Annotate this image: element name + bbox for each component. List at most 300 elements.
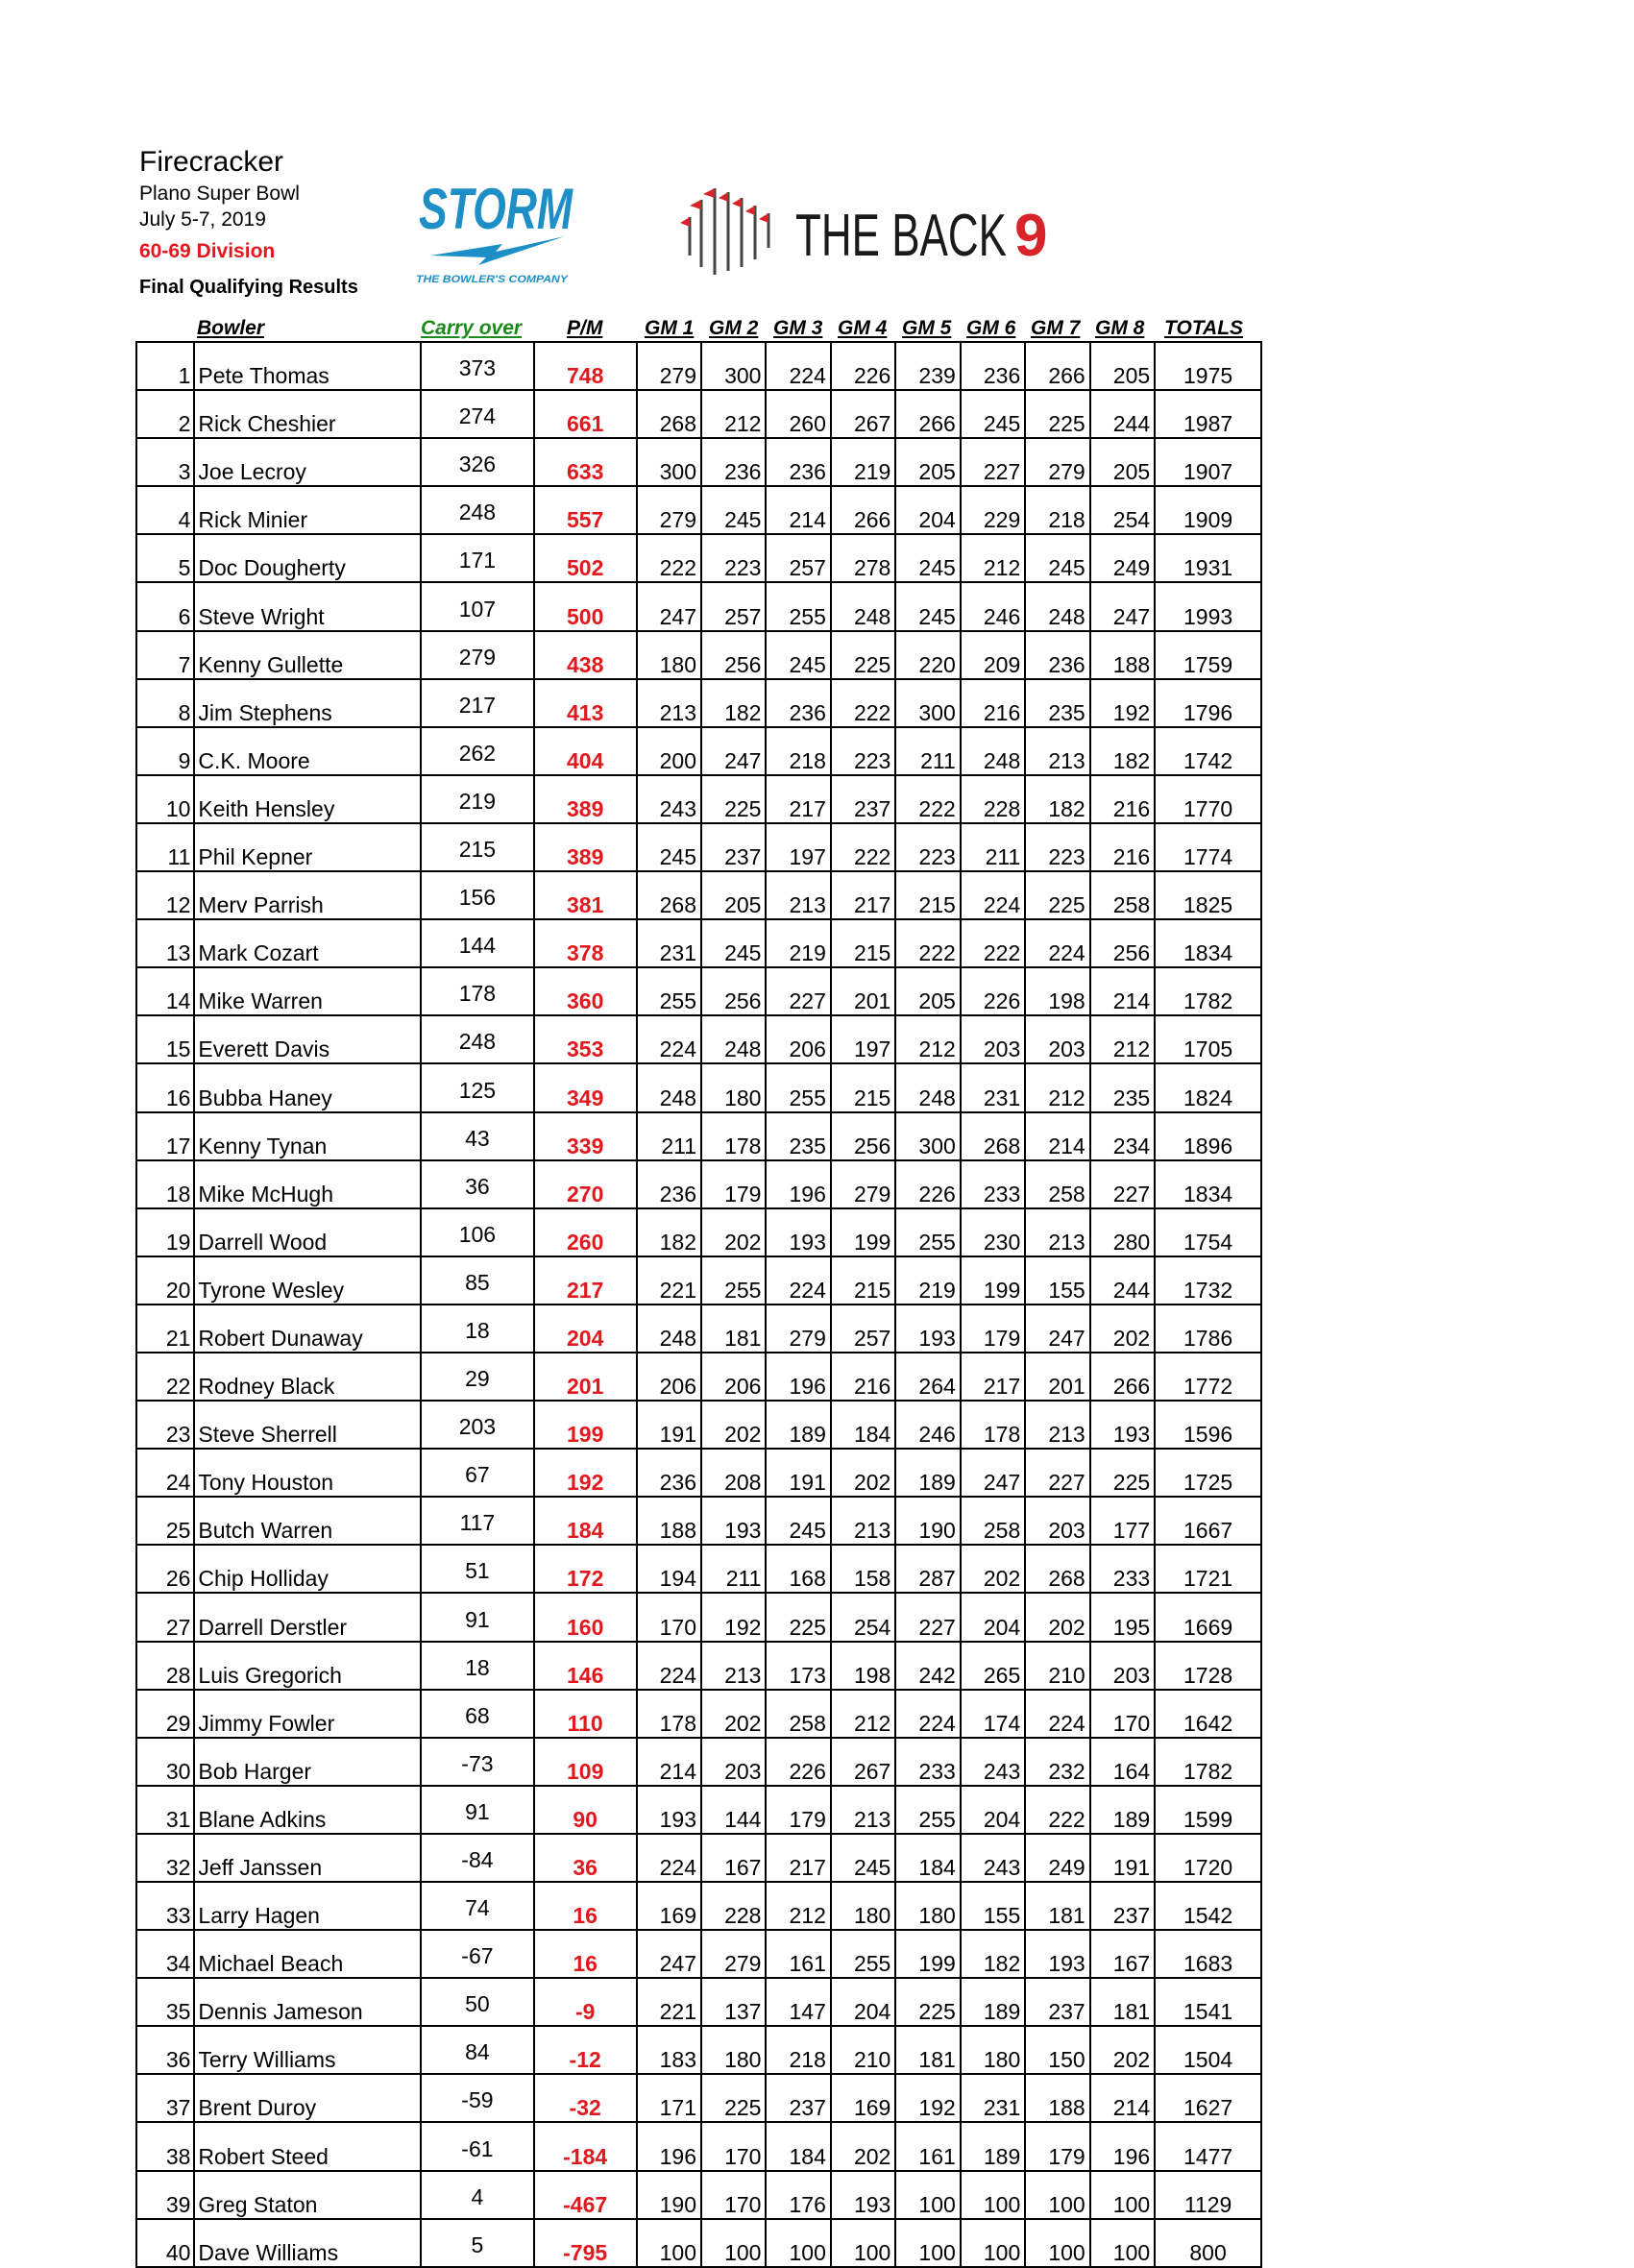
game-1-cell: 213	[637, 679, 701, 727]
game-8-cell: 203	[1090, 1642, 1155, 1690]
bowler-name-cell: Jimmy Fowler	[194, 1690, 421, 1738]
game-3-cell: 225	[766, 1593, 830, 1641]
game-3-cell: 227	[766, 967, 830, 1015]
table-row	[136, 1834, 1261, 1882]
game-1-cell: 221	[637, 1256, 701, 1305]
rank-cell: 18	[136, 1160, 194, 1208]
table-row	[136, 2074, 1261, 2122]
table-row	[136, 1497, 1261, 1545]
game-4-cell: 226	[831, 342, 895, 390]
carry-over-cell: 215	[421, 823, 534, 871]
game-8-cell: 212	[1090, 1015, 1155, 1063]
game-8-cell: 214	[1090, 967, 1155, 1015]
bowler-name-cell: Chip Holliday	[194, 1545, 421, 1593]
rank-cell: 6	[136, 582, 194, 630]
rank-cell: 23	[136, 1401, 194, 1449]
game-4-cell: 254	[831, 1593, 895, 1641]
carry-over-cell: 84	[421, 2026, 534, 2074]
game-6-cell: 209	[961, 631, 1025, 679]
game-2-cell: 193	[701, 1497, 766, 1545]
game-4-cell: 215	[831, 1063, 895, 1111]
total-cell: 1669	[1155, 1593, 1261, 1641]
bowler-name-cell: Jeff Janssen	[194, 1834, 421, 1882]
game-1-cell: 206	[637, 1353, 701, 1401]
carry-over-cell: 4	[421, 2171, 534, 2219]
total-cell: 1782	[1155, 1738, 1261, 1786]
game-5-cell: 180	[895, 1882, 960, 1930]
rank-cell: 39	[136, 2171, 194, 2219]
rank-cell: 9	[136, 727, 194, 775]
game-2-cell: 137	[701, 1978, 766, 2026]
game-3-cell: 147	[766, 1978, 830, 2026]
game-6-cell: 227	[961, 438, 1025, 486]
game-5-cell: 100	[895, 2219, 960, 2267]
game-5-cell: 222	[895, 775, 960, 823]
total-cell: 1683	[1155, 1930, 1261, 1978]
game-3-cell: 245	[766, 631, 830, 679]
game-3-cell: 245	[766, 1497, 830, 1545]
table-row	[136, 679, 1261, 727]
rank-cell: 32	[136, 1834, 194, 1882]
game-3-cell: 179	[766, 1786, 830, 1834]
game-8-cell: 234	[1090, 1112, 1155, 1160]
game-8-cell: 216	[1090, 775, 1155, 823]
rank-cell: 7	[136, 631, 194, 679]
game-1-cell: 243	[637, 775, 701, 823]
carry-over-cell: 85	[421, 1256, 534, 1305]
total-cell: 1975	[1155, 342, 1261, 390]
table-row	[136, 775, 1261, 823]
game-5-cell: 211	[895, 727, 960, 775]
game-8-cell: 214	[1090, 2074, 1155, 2122]
table-row	[136, 919, 1261, 967]
game-8-cell: 191	[1090, 1834, 1155, 1882]
game-2-cell: 256	[701, 631, 766, 679]
game-6-cell: 182	[961, 1930, 1025, 1978]
game-2-cell: 179	[701, 1160, 766, 1208]
game-3-cell: 226	[766, 1738, 830, 1786]
table-row	[136, 342, 1261, 390]
col-header-gm4: GM 4	[838, 317, 888, 339]
game-4-cell: 197	[831, 1015, 895, 1063]
col-header-gm8: GM 8	[1095, 317, 1145, 339]
table-row	[136, 727, 1261, 775]
game-7-cell: 100	[1025, 2171, 1089, 2219]
game-1-cell: 231	[637, 919, 701, 967]
game-7-cell: 266	[1025, 342, 1089, 390]
carry-over-cell: 217	[421, 679, 534, 727]
col-header-gm2: GM 2	[709, 317, 759, 339]
game-3-cell: 258	[766, 1690, 830, 1738]
carry-over-cell: -61	[421, 2122, 534, 2170]
rank-cell: 37	[136, 2074, 194, 2122]
rank-cell: 21	[136, 1305, 194, 1353]
pm-cell: 110	[534, 1690, 637, 1738]
pm-cell: 661	[534, 390, 637, 438]
game-3-cell: 255	[766, 1063, 830, 1111]
pm-cell: 404	[534, 727, 637, 775]
col-header-gm1: GM 1	[645, 317, 695, 339]
game-8-cell: 244	[1090, 390, 1155, 438]
game-1-cell: 193	[637, 1786, 701, 1834]
game-8-cell: 244	[1090, 1256, 1155, 1305]
game-2-cell: 202	[701, 1690, 766, 1738]
table-row	[136, 871, 1261, 919]
pm-cell: 413	[534, 679, 637, 727]
pm-cell: -32	[534, 2074, 637, 2122]
game-2-cell: 178	[701, 1112, 766, 1160]
rank-cell: 34	[136, 1930, 194, 1978]
carry-over-cell: 144	[421, 919, 534, 967]
bowler-name-cell: Robert Dunaway	[194, 1305, 421, 1353]
total-cell: 1987	[1155, 390, 1261, 438]
game-2-cell: 170	[701, 2171, 766, 2219]
rank-cell: 2	[136, 390, 194, 438]
game-5-cell: 220	[895, 631, 960, 679]
game-5-cell: 255	[895, 1208, 960, 1256]
game-8-cell: 177	[1090, 1497, 1155, 1545]
game-7-cell: 222	[1025, 1786, 1089, 1834]
bowler-name-cell: Mike Warren	[194, 967, 421, 1015]
pm-cell: 349	[534, 1063, 637, 1111]
game-4-cell: 169	[831, 2074, 895, 2122]
game-2-cell: 182	[701, 679, 766, 727]
carry-over-cell: 29	[421, 1353, 534, 1401]
game-5-cell: 189	[895, 1449, 960, 1497]
game-8-cell: 170	[1090, 1690, 1155, 1738]
game-3-cell: 255	[766, 582, 830, 630]
total-cell: 1834	[1155, 1160, 1261, 1208]
total-cell: 1774	[1155, 823, 1261, 871]
bowler-name-cell: Steve Sherrell	[194, 1401, 421, 1449]
game-5-cell: 215	[895, 871, 960, 919]
game-6-cell: 100	[961, 2219, 1025, 2267]
game-4-cell: 213	[831, 1497, 895, 1545]
game-7-cell: 188	[1025, 2074, 1089, 2122]
bowler-name-cell: Merv Parrish	[194, 871, 421, 919]
game-6-cell: 212	[961, 534, 1025, 582]
col-header-gm3: GM 3	[773, 317, 823, 339]
bowler-name-cell: Brent Duroy	[194, 2074, 421, 2122]
bowler-name-cell: Doc Dougherty	[194, 534, 421, 582]
game-2-cell: 144	[701, 1786, 766, 1834]
total-cell: 1725	[1155, 1449, 1261, 1497]
game-3-cell: 279	[766, 1305, 830, 1353]
game-3-cell: 218	[766, 727, 830, 775]
game-3-cell: 189	[766, 1401, 830, 1449]
game-1-cell: 247	[637, 1930, 701, 1978]
table-row	[136, 1786, 1261, 1834]
total-cell: 1742	[1155, 727, 1261, 775]
game-5-cell: 266	[895, 390, 960, 438]
table-row	[136, 1208, 1261, 1256]
game-8-cell: 225	[1090, 1449, 1155, 1497]
pm-cell: 109	[534, 1738, 637, 1786]
bowler-name-cell: Luis Gregorich	[194, 1642, 421, 1690]
rank-cell: 12	[136, 871, 194, 919]
game-3-cell: 260	[766, 390, 830, 438]
pm-cell: 146	[534, 1642, 637, 1690]
bowler-name-cell: Keith Hensley	[194, 775, 421, 823]
game-5-cell: 255	[895, 1786, 960, 1834]
game-8-cell: 216	[1090, 823, 1155, 871]
carry-over-cell: 106	[421, 1208, 534, 1256]
game-5-cell: 300	[895, 679, 960, 727]
table-row	[136, 2026, 1261, 2074]
game-8-cell: 233	[1090, 1545, 1155, 1593]
rank-cell: 11	[136, 823, 194, 871]
game-8-cell: 235	[1090, 1063, 1155, 1111]
game-7-cell: 198	[1025, 967, 1089, 1015]
game-1-cell: 171	[637, 2074, 701, 2122]
bowler-name-cell: Rodney Black	[194, 1353, 421, 1401]
game-6-cell: 203	[961, 1015, 1025, 1063]
carry-over-cell: -67	[421, 1930, 534, 1978]
game-8-cell: 192	[1090, 679, 1155, 727]
pm-cell: 389	[534, 775, 637, 823]
table-row	[136, 1015, 1261, 1063]
game-3-cell: 217	[766, 1834, 830, 1882]
game-7-cell: 181	[1025, 1882, 1089, 1930]
game-6-cell: 233	[961, 1160, 1025, 1208]
game-3-cell: 191	[766, 1449, 830, 1497]
game-2-cell: 213	[701, 1642, 766, 1690]
total-cell: 1993	[1155, 582, 1261, 630]
game-5-cell: 222	[895, 919, 960, 967]
back9-logo	[678, 179, 1053, 280]
event-dates: July 5-7, 2019	[139, 208, 266, 231]
table-row	[136, 967, 1261, 1015]
game-6-cell: 229	[961, 486, 1025, 534]
game-2-cell: 167	[701, 1834, 766, 1882]
game-5-cell: 300	[895, 1112, 960, 1160]
game-5-cell: 192	[895, 2074, 960, 2122]
game-1-cell: 211	[637, 1112, 701, 1160]
event-title: Firecracker	[139, 146, 284, 178]
game-2-cell: 255	[701, 1256, 766, 1305]
col-header-carry-over: Carry over	[421, 317, 523, 339]
game-4-cell: 210	[831, 2026, 895, 2074]
game-1-cell: 248	[637, 1063, 701, 1111]
game-6-cell: 211	[961, 823, 1025, 871]
total-cell: 1896	[1155, 1112, 1261, 1160]
game-8-cell: 202	[1090, 1305, 1155, 1353]
col-header-bowler: Bowler	[197, 317, 265, 339]
game-7-cell: 218	[1025, 486, 1089, 534]
game-3-cell: 184	[766, 2122, 830, 2170]
game-3-cell: 100	[766, 2219, 830, 2267]
pm-cell: 500	[534, 582, 637, 630]
game-1-cell: 183	[637, 2026, 701, 2074]
pm-cell: 381	[534, 871, 637, 919]
carry-over-cell: -84	[421, 1834, 534, 1882]
bowler-name-cell: Pete Thomas	[194, 342, 421, 390]
col-header-gm7: GM 7	[1031, 317, 1081, 339]
game-8-cell: 189	[1090, 1786, 1155, 1834]
carry-over-cell: 107	[421, 582, 534, 630]
total-cell: 1642	[1155, 1690, 1261, 1738]
game-4-cell: 217	[831, 871, 895, 919]
total-cell: 1477	[1155, 2122, 1261, 2170]
game-5-cell: 161	[895, 2122, 960, 2170]
game-8-cell: 188	[1090, 631, 1155, 679]
rank-cell: 31	[136, 1786, 194, 1834]
bowler-name-cell: Bob Harger	[194, 1738, 421, 1786]
game-7-cell: 224	[1025, 1690, 1089, 1738]
pm-cell: -12	[534, 2026, 637, 2074]
rank-cell: 40	[136, 2219, 194, 2267]
game-4-cell: 202	[831, 1449, 895, 1497]
bowler-name-cell: Terry Williams	[194, 2026, 421, 2074]
game-4-cell: 267	[831, 1738, 895, 1786]
rank-cell: 35	[136, 1978, 194, 2026]
carry-over-cell: 156	[421, 871, 534, 919]
carry-over-cell: 74	[421, 1882, 534, 1930]
total-cell: 1129	[1155, 2171, 1261, 2219]
total-cell: 1667	[1155, 1497, 1261, 1545]
game-7-cell: 213	[1025, 1208, 1089, 1256]
game-6-cell: 189	[961, 2122, 1025, 2170]
game-1-cell: 224	[637, 1834, 701, 1882]
bowler-name-cell: Bubba Haney	[194, 1063, 421, 1111]
bowler-name-cell: Rick Cheshier	[194, 390, 421, 438]
game-8-cell: 164	[1090, 1738, 1155, 1786]
game-4-cell: 248	[831, 582, 895, 630]
table-row	[136, 1978, 1261, 2026]
game-5-cell: 212	[895, 1015, 960, 1063]
total-cell: 1770	[1155, 775, 1261, 823]
pm-cell: 438	[534, 631, 637, 679]
game-6-cell: 236	[961, 342, 1025, 390]
total-cell: 1909	[1155, 486, 1261, 534]
game-2-cell: 180	[701, 1063, 766, 1111]
table-row	[136, 1401, 1261, 1449]
rank-cell: 26	[136, 1545, 194, 1593]
game-2-cell: 236	[701, 438, 766, 486]
game-1-cell: 279	[637, 486, 701, 534]
total-cell: 1759	[1155, 631, 1261, 679]
game-2-cell: 203	[701, 1738, 766, 1786]
rank-cell: 13	[136, 919, 194, 967]
game-3-cell: 196	[766, 1160, 830, 1208]
game-5-cell: 193	[895, 1305, 960, 1353]
bowler-name-cell: Greg Staton	[194, 2171, 421, 2219]
game-7-cell: 248	[1025, 582, 1089, 630]
game-3-cell: 218	[766, 2026, 830, 2074]
table-row	[136, 1112, 1261, 1160]
game-6-cell: 189	[961, 1978, 1025, 2026]
game-4-cell: 184	[831, 1401, 895, 1449]
game-1-cell: 180	[637, 631, 701, 679]
total-cell: 1705	[1155, 1015, 1261, 1063]
game-5-cell: 226	[895, 1160, 960, 1208]
game-2-cell: 245	[701, 919, 766, 967]
rank-cell: 33	[136, 1882, 194, 1930]
bowler-name-cell: Blane Adkins	[194, 1786, 421, 1834]
carry-over-cell: 18	[421, 1305, 534, 1353]
pm-cell: 360	[534, 967, 637, 1015]
game-3-cell: 219	[766, 919, 830, 967]
game-3-cell: 224	[766, 342, 830, 390]
game-6-cell: 155	[961, 1882, 1025, 1930]
game-4-cell: 255	[831, 1930, 895, 1978]
game-4-cell: 158	[831, 1545, 895, 1593]
game-1-cell: 224	[637, 1015, 701, 1063]
rank-cell: 38	[136, 2122, 194, 2170]
game-6-cell: 248	[961, 727, 1025, 775]
carry-over-cell: 91	[421, 1593, 534, 1641]
game-2-cell: 223	[701, 534, 766, 582]
game-6-cell: 228	[961, 775, 1025, 823]
game-7-cell: 193	[1025, 1930, 1089, 1978]
game-4-cell: 213	[831, 1786, 895, 1834]
game-7-cell: 258	[1025, 1160, 1089, 1208]
carry-over-cell: 50	[421, 1978, 534, 2026]
game-7-cell: 155	[1025, 1256, 1089, 1305]
total-cell: 1504	[1155, 2026, 1261, 2074]
total-cell: 1728	[1155, 1642, 1261, 1690]
total-cell: 1599	[1155, 1786, 1261, 1834]
game-4-cell: 202	[831, 2122, 895, 2170]
rank-cell: 16	[136, 1063, 194, 1111]
game-7-cell: 203	[1025, 1497, 1089, 1545]
carry-over-cell: 171	[421, 534, 534, 582]
table-row	[136, 1593, 1261, 1641]
game-6-cell: 231	[961, 2074, 1025, 2122]
total-cell: 1834	[1155, 919, 1261, 967]
game-8-cell: 254	[1090, 486, 1155, 534]
bowler-name-cell: Dave Williams	[194, 2219, 421, 2267]
total-cell: 1754	[1155, 1208, 1261, 1256]
event-venue: Plano Super Bowl	[139, 183, 300, 205]
rank-cell: 24	[136, 1449, 194, 1497]
game-5-cell: 242	[895, 1642, 960, 1690]
total-cell: 1541	[1155, 1978, 1261, 2026]
rank-cell: 29	[136, 1690, 194, 1738]
game-8-cell: 205	[1090, 342, 1155, 390]
game-1-cell: 191	[637, 1401, 701, 1449]
game-7-cell: 224	[1025, 919, 1089, 967]
game-4-cell: 100	[831, 2219, 895, 2267]
back9-number: 9	[1014, 203, 1048, 269]
bowler-name-cell: Mark Cozart	[194, 919, 421, 967]
rank-cell: 30	[136, 1738, 194, 1786]
game-3-cell: 237	[766, 2074, 830, 2122]
game-7-cell: 203	[1025, 1015, 1089, 1063]
results-body	[136, 342, 1261, 2267]
game-6-cell: 204	[961, 1593, 1025, 1641]
game-8-cell: 182	[1090, 727, 1155, 775]
game-7-cell: 214	[1025, 1112, 1089, 1160]
carry-over-cell: 51	[421, 1545, 534, 1593]
table-row	[136, 1642, 1261, 1690]
game-5-cell: 204	[895, 486, 960, 534]
pm-cell: 201	[534, 1353, 637, 1401]
game-1-cell: 190	[637, 2171, 701, 2219]
game-7-cell: 227	[1025, 1449, 1089, 1497]
table-row	[136, 582, 1261, 630]
rank-cell: 22	[136, 1353, 194, 1401]
game-3-cell: 235	[766, 1112, 830, 1160]
bowler-name-cell: Robert Steed	[194, 2122, 421, 2170]
game-2-cell: 181	[701, 1305, 766, 1353]
total-cell: 1732	[1155, 1256, 1261, 1305]
rank-cell: 19	[136, 1208, 194, 1256]
game-1-cell: 194	[637, 1545, 701, 1593]
game-2-cell: 257	[701, 582, 766, 630]
game-6-cell: 179	[961, 1305, 1025, 1353]
game-4-cell: 219	[831, 438, 895, 486]
